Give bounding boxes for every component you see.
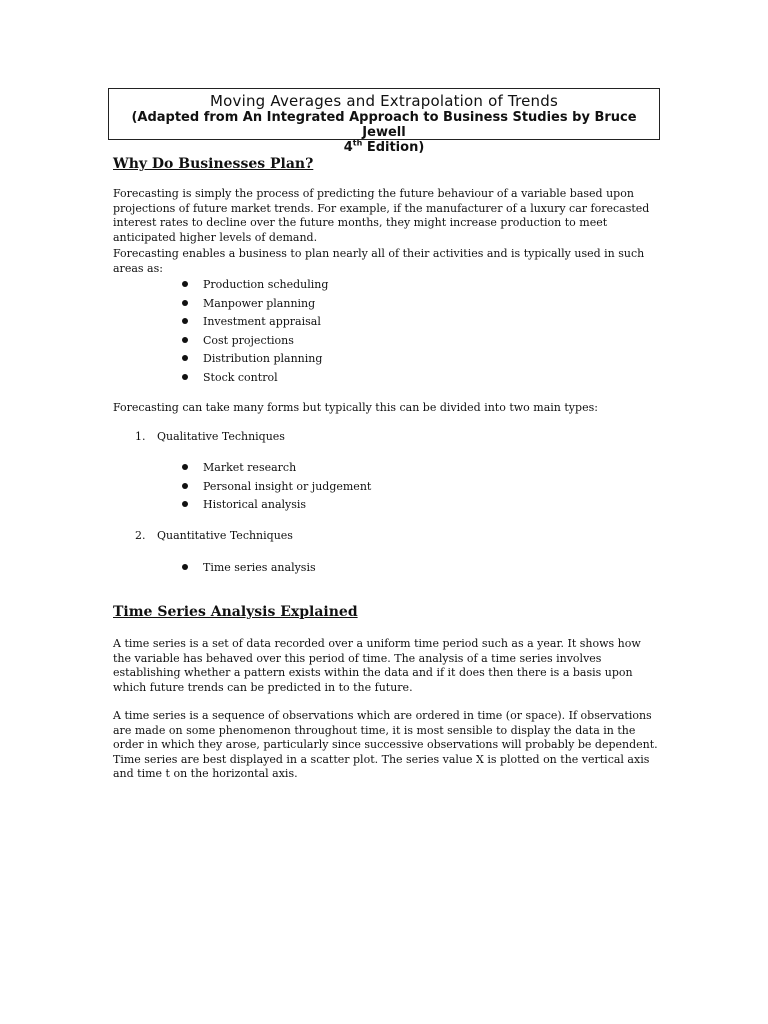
list-item <box>180 459 371 478</box>
edition-text: Edition) <box>362 140 425 155</box>
paragraph-forecasting-uses: Forecasting enables a business to plan nearly all of their activities and is typically used in such areas as: <box>113 247 645 275</box>
bullet-icon <box>182 464 188 470</box>
document-subtitle <box>109 110 659 155</box>
list-item <box>180 478 371 497</box>
bullet-icon <box>182 300 188 306</box>
item-number: 1. <box>135 430 146 443</box>
paragraph-forecasting-definition: Forecasting is simply the process of predicting the future behaviour of a variable based upon projections of future market trends. For example, if the manufacturer of a luxury car forecasted interest rates to decline over the future months, they might increase production to meet anticipated higher levels of demand. <box>113 187 650 244</box>
list-item <box>180 350 328 369</box>
bullet-icon <box>182 374 188 380</box>
bullet-icon <box>182 281 188 287</box>
list-item-text: Manpower planning <box>203 296 316 310</box>
numbered-item-qualitative <box>135 430 285 444</box>
list-item-text: Distribution planning <box>203 352 323 365</box>
list-item-text: Investment appraisal <box>203 315 321 328</box>
list-item <box>180 496 371 515</box>
bullet-icon <box>182 483 188 489</box>
list-item-text: Personal insight or judgement <box>203 479 372 493</box>
list-item <box>180 369 328 388</box>
bullet-list-quantitative <box>180 559 316 578</box>
list-item <box>180 559 316 578</box>
item-number: 2. <box>135 529 146 542</box>
section-heading-time-series: Time Series Analysis Explained <box>113 604 358 620</box>
subtitle-line-1: (Adapted from An Integrated Approach to Business Studies by Bruce Jewell <box>131 110 637 140</box>
list-item-text: Market research <box>203 461 297 474</box>
bullet-list-areas <box>180 276 328 387</box>
bullet-list-qualitative <box>180 459 371 515</box>
item-label: Qualitative Techniques <box>157 430 285 443</box>
bullet-icon <box>182 318 188 324</box>
bullet-icon <box>182 501 188 507</box>
title-box <box>108 88 660 155</box>
list-item-text: Cost projections <box>203 333 294 347</box>
paragraph-time-series-observations: A time series is a sequence of observations which are ordered in time (or space). If observations are made on some phenomenon throughout time, it is most sensible to display the data in the order in which they arose, particularly since successive observations will probably be dependent. Time series are best displayed in a scatter plot. The series value X is plotted on the vertical axis and time t on the horizontal axis. <box>113 709 658 780</box>
section-heading-why-plan: Why Do Businesses Plan? <box>113 156 314 172</box>
edition-superscript: th <box>352 138 363 148</box>
subtitle-line-2 <box>109 140 659 155</box>
bullet-icon <box>182 337 188 343</box>
bullet-icon <box>182 564 188 570</box>
paragraph-forecasting-types: Forecasting can take many forms but typically this can be divided into two main types: <box>113 401 598 414</box>
document-title: Moving Averages and Extrapolation of Trends <box>210 92 558 110</box>
list-item-text: Time series analysis <box>203 561 316 574</box>
numbered-item-quantitative <box>135 529 293 543</box>
list-item-text: Production scheduling <box>203 278 329 291</box>
bullet-icon <box>182 355 188 361</box>
list-item <box>180 332 328 351</box>
paragraph-time-series-definition: A time series is a set of data recorded over a uniform time period such as a year. It shows how the variable has behaved over this period of time. The analysis of a time series involves establishing whether a pattern exists within the data and if it does then there is a basis upon which future trends can be predicted in to the future. <box>113 637 641 694</box>
list-item <box>180 295 328 314</box>
list-item <box>180 313 328 332</box>
list-item <box>180 276 328 295</box>
item-label: Quantitative Techniques <box>157 529 293 542</box>
list-item-text: Stock control <box>203 370 278 384</box>
edition-number: 4 <box>343 140 353 155</box>
list-item-text: Historical analysis <box>203 498 307 511</box>
